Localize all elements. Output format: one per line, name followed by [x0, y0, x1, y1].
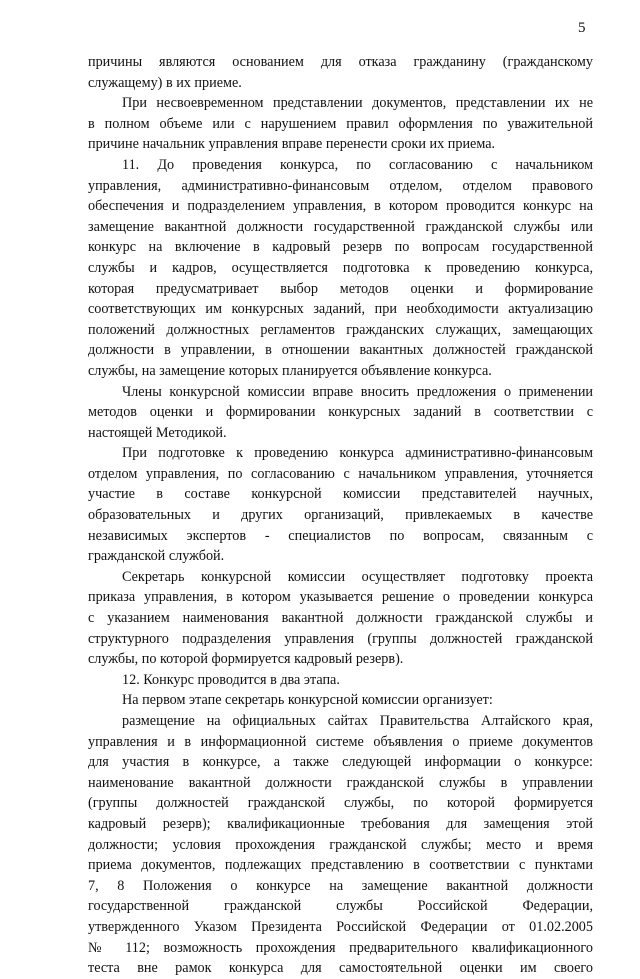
text-line: утвержденного Указом Президента Российской Федерации от 01.02.2005 [88, 918, 593, 935]
text-line: положений должностных регламентов гражданских служащих, замещающих [88, 321, 593, 338]
text-line: образовательных и других организаций, привлекаемых в качестве [88, 507, 593, 524]
text-line: участие в составе конкурсной комиссии представителей научных, [88, 486, 593, 503]
text-line: независимых экспертов - специалистов по вопросам, связанным с [88, 527, 593, 544]
text-line: 11. До проведения конкурса, по согласованию с начальником [122, 156, 593, 173]
text-line: отделом управления, по согласованию с начальником управления, уточняется [88, 465, 593, 482]
text-line: государственной гражданской службы Российской Федерации, [88, 898, 593, 915]
text-line: должности; условия прохождения гражданской службы; место и время [88, 836, 593, 853]
text-line: в полном объеме или с нарушением правил оформления по уважительной [88, 115, 593, 132]
text-line: теста вне рамок конкурса для самостоятельной оценки им своего [88, 960, 593, 977]
text-line: служащему) в их приеме. [88, 74, 242, 91]
text-line: причины являются основанием для отказа гражданину (гражданскому [88, 54, 593, 70]
text-line: гражданской службой. [88, 548, 225, 565]
text-line: (группы должностей гражданской службы, по которой формируется [88, 795, 593, 812]
text-line: 12. Конкурс проводится в два этапа. [122, 671, 340, 688]
document-body [88, 52, 593, 979]
text-line: конкурс на включение в кадровый резерв по вопросам государственной [88, 239, 593, 256]
text-line: При несвоевременном представлении документов, представлении их не [122, 95, 593, 112]
text-line: наименование вакантной должности гражданской службы в управлении [88, 774, 593, 791]
text-line: службы, по которой формируется кадровый резерв). [88, 651, 404, 668]
text-line: службы и кадров, осуществляется подготовка к проведению конкурса, [88, 259, 593, 276]
text-line: должности в управлении, в отношении вакантных должностей гражданской [88, 342, 593, 359]
text-line: структурного подразделения управления (группы должностей гражданской [88, 630, 593, 647]
text-line: причине начальник управления вправе перенести сроки их приема. [88, 136, 496, 153]
text-line: соответствующих им конкурсных заданий, при необходимости актуализацию [88, 301, 593, 318]
text-line: для участия в конкурсе, а также следующей информации о конкурсе: [88, 754, 593, 771]
text-line: которая предусматривает выбор методов оценки и формирование [88, 280, 593, 297]
text-line: Секретарь конкурсной комиссии осуществляет подготовку проекта [122, 568, 593, 585]
text-line: № 112; возможность прохождения предварительного квалификационного [88, 939, 593, 956]
text-line: управления, административно-финансовым отделом, отделом правового [88, 177, 593, 194]
text-line: настоящей Методикой. [88, 424, 227, 441]
text-line: замещение вакантной должности государственной гражданской службы или [88, 218, 593, 235]
text-line: управления и в информационной системе объявления о приеме документов [88, 733, 593, 750]
page-number: 5 [578, 20, 586, 36]
text-line: службы, на замещение которых планируется объявление конкурса. [88, 362, 492, 379]
text-line: методов оценки и формировании конкурсных заданий в соответствии с [88, 404, 593, 421]
text-line: При подготовке к проведению конкурса административно-финансовым [122, 445, 593, 462]
text-line: размещение на официальных сайтах Правительства Алтайского края, [122, 713, 593, 729]
text-line: На первом этапе секретарь конкурсной комиссии организует: [122, 692, 493, 709]
text-line: с указанием наименования вакантной должности гражданской службы и [88, 610, 593, 627]
text-line: обеспечения и подразделением управления, в котором проводится конкурс на [88, 198, 593, 215]
text-line: Члены конкурсной комиссии вправе вносить предложения о применении [122, 383, 593, 400]
text-line: приказа управления, в котором указывается решение о проведении конкурса [88, 589, 593, 606]
text-line: кадровый резерв); квалификационные требования для замещения этой [88, 815, 593, 832]
text-line: 7, 8 Положения о конкурсе на замещение вакантной должности [88, 877, 593, 894]
text-line: приема документов, подлежащих представлению в соответствии с пунктами [88, 857, 593, 874]
